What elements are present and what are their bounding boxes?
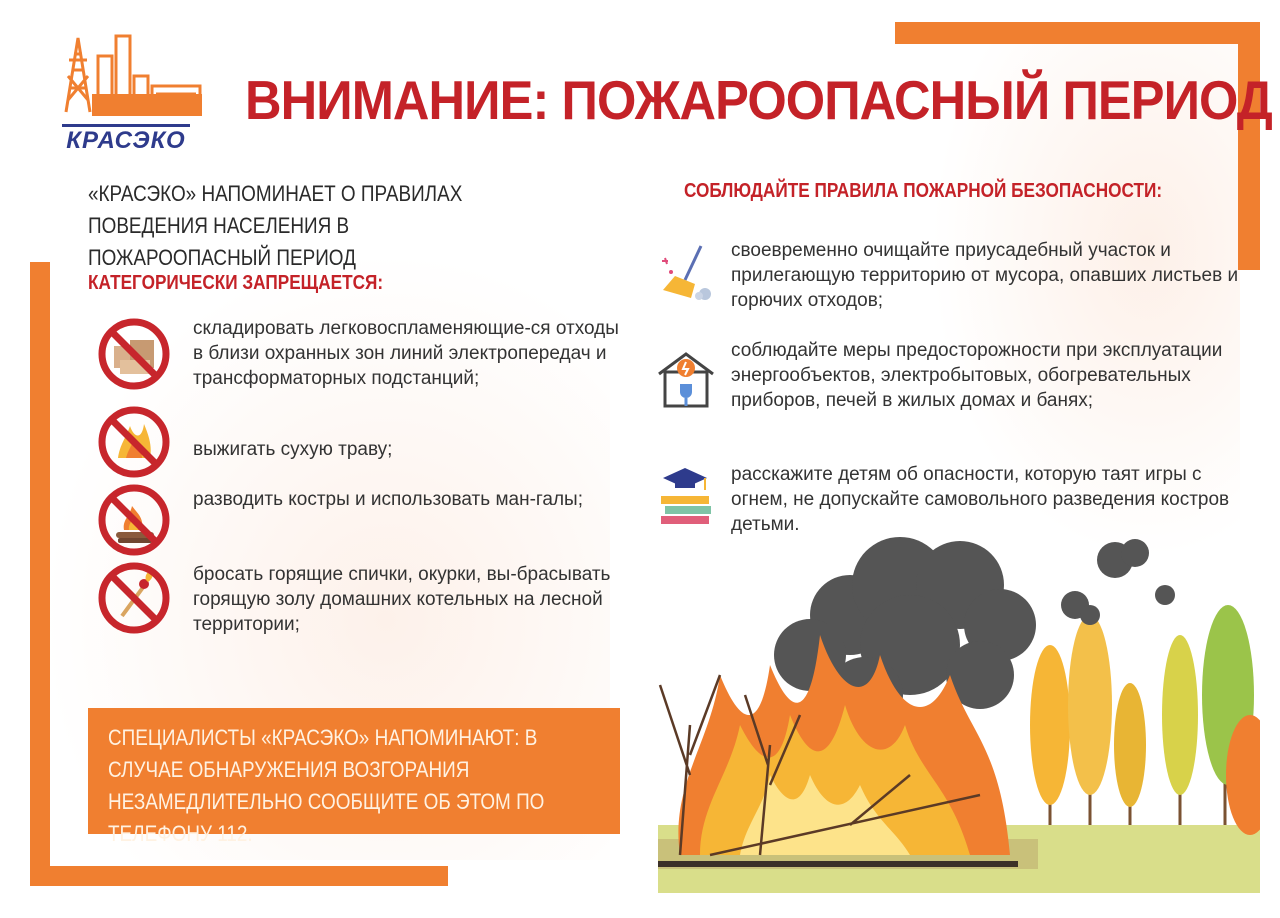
rule-item-3: расскажите детям об опасности, которую таят игры с огнем, не допускайте самовольного разведения костров детьми. [731,464,1230,535]
prohibited-item-2: выжигать сухую траву; [193,439,393,460]
prohibited-item-3: разводить костры и использовать ман-галы; [193,489,583,510]
rules-heading: СОБЛЮДАЙТЕ ПРАВИЛА ПОЖАРНОЙ БЕЗОПАСНОСТИ: [684,180,1163,202]
broom-cleaning-icon [655,240,717,302]
education-books-icon [655,464,717,526]
frame-left-bar [30,262,50,886]
no-grass-burning-icon [96,404,172,480]
prohibited-item-1: складировать легковоспламеняющие-ся отходы в близи охранных зон линий электропередач и трансформаторных подстанций; [193,318,619,389]
page-title: ВНИМАНИЕ: ПОЖАРООПАСНЫЙ ПЕРИОД [245,69,1272,131]
no-campfire-icon [96,482,172,558]
callout-text: СПЕЦИАЛИСТЫ «КРАСЭКО» НАПОМИНАЮТ: В СЛУЧАЕ ОБНАРУЖЕНИЯ ВОЗГОРАНИЯ НЕЗАМЕДЛИТЕЛЬНО СООБЩИТЕ ОБ ЭТОМ ПО ТЕЛЕФОНУ 112. [108,725,545,846]
rule-item-2: соблюдайте меры предосторожности при эксплуатации энергообъектов, электробытовых, обогревательных приборов, печей в жилых домах и банях; [731,340,1223,411]
forest-fire-illustration [650,525,1260,893]
prohibited-item-4: бросать горящие спички, окурки, вы-брасывать горящую золу домашних котельных на лесной территории; [193,564,611,635]
rule-item-1: своевременно очищайте приусадебный участок и прилегающую территорию от мусора, опавших листьев и горючих отходов; [731,240,1239,311]
no-waste-storage-icon [96,316,172,392]
logo-text: КРАСЭКО [62,124,190,155]
prohibited-heading: КАТЕГОРИЧЕСКИ ЗАПРЕЩАЕТСЯ: [88,272,384,294]
no-matches-icon [96,560,172,636]
frame-top-bar [895,22,1260,44]
frame-bottom-bar [30,866,448,886]
house-electricity-icon [655,348,717,410]
frame-right-bar [1238,22,1260,270]
intro-text: «КРАСЭКО» НАПОМИНАЕТ О ПРАВИЛАХ ПОВЕДЕНИЯ НАСЕЛЕНИЯ В ПОЖАРООПАСНЫЙ ПЕРИОД [88,181,463,270]
